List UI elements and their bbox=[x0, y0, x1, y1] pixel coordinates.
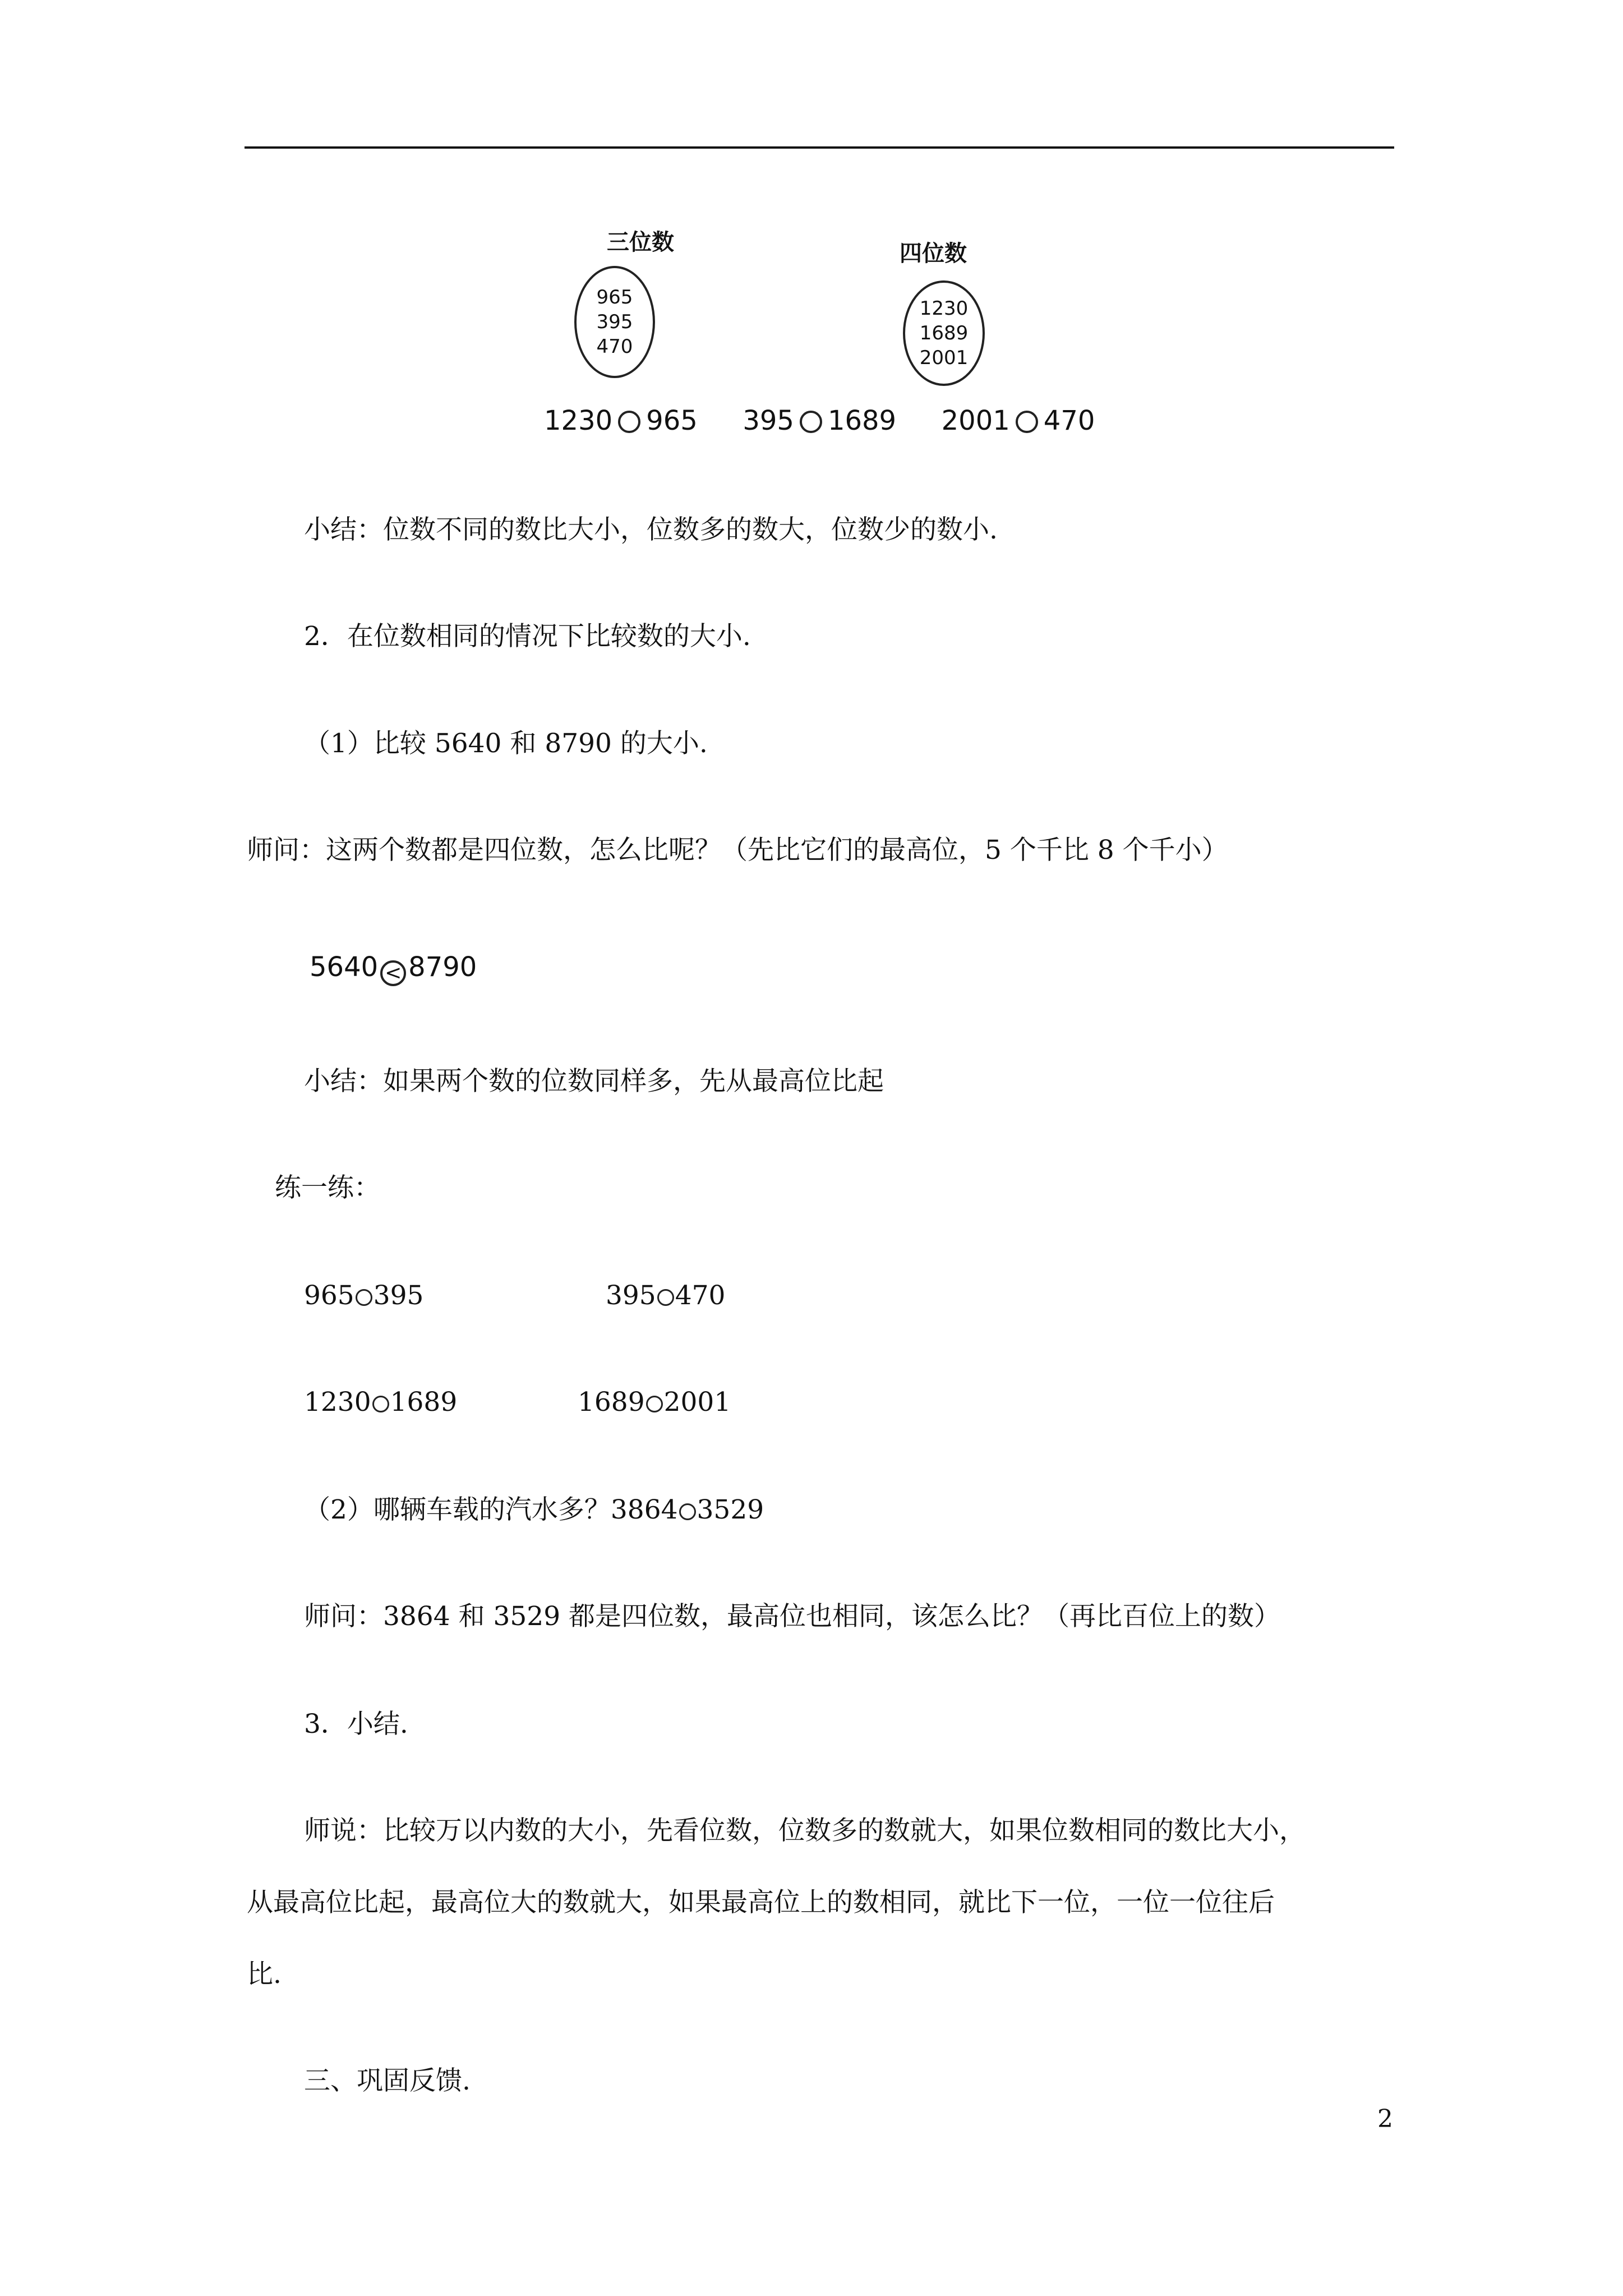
blank-circle-icon[interactable] bbox=[646, 1396, 663, 1412]
comparison-b: 1689 bbox=[827, 405, 897, 436]
practice-item: 1689 2001 bbox=[578, 1387, 731, 1418]
blank-circle-icon[interactable] bbox=[657, 1289, 674, 1306]
comparison-a: 2001 bbox=[941, 405, 1010, 436]
item-2: （2）哪辆车载的汽水多？3864 3529 bbox=[304, 1494, 764, 1525]
oval-number: 470 bbox=[596, 335, 633, 358]
three-digit-oval bbox=[574, 266, 655, 378]
blank-circle-icon[interactable] bbox=[618, 411, 640, 433]
blank-circle-icon[interactable] bbox=[679, 1503, 696, 1520]
page-number: 2 bbox=[1377, 2105, 1393, 2133]
teacher-question-1: 师问：这两个数都是四位数，怎么比呢？（先比它们的最高位，5 个千比 8 个千小） bbox=[247, 835, 1228, 866]
blank-circle-icon[interactable] bbox=[356, 1289, 372, 1306]
oval-number: 2001 bbox=[919, 347, 969, 369]
figure-title-four-digit: 四位数 bbox=[900, 241, 967, 266]
comparison-a: 395 bbox=[743, 405, 794, 436]
compare-example-a: 5640 bbox=[310, 951, 379, 983]
oval-number: 395 bbox=[596, 311, 633, 333]
practice-title: 练一练： bbox=[275, 1172, 380, 1203]
comparison-b: 965 bbox=[646, 405, 698, 436]
four-digit-oval bbox=[903, 280, 985, 386]
teacher-question-2: 师问：3864 和 3529 都是四位数，最高位也相同，该怎么比？（再比百位上的数） bbox=[304, 1601, 1281, 1632]
blank-circle-icon[interactable] bbox=[1016, 411, 1038, 433]
header-rule bbox=[245, 146, 1394, 149]
item-1: （1）比较 5640 和 8790 的大小. bbox=[304, 728, 708, 759]
section-2-heading: 2．在位数相同的情况下比较数的大小. bbox=[304, 621, 751, 652]
summary-1: 小结：位数不同的数比大小，位数多的数大，位数少的数小. bbox=[304, 514, 998, 545]
figure-title-three-digit: 三位数 bbox=[607, 229, 674, 255]
compare-example bbox=[310, 951, 477, 986]
comparison-a: 1230 bbox=[544, 405, 613, 436]
oval-number: 965 bbox=[596, 286, 633, 309]
teacher-say-line-3: 比. bbox=[247, 1959, 282, 1990]
practice-item: 965 395 bbox=[304, 1280, 424, 1311]
teacher-say-line-2: 从最高位比起，最高位大的数就大，如果最高位上的数相同，就比下一位，一位一位往后 bbox=[247, 1887, 1275, 1918]
section-three-heading: 三、巩固反馈. bbox=[304, 2065, 471, 2096]
blank-circle-icon[interactable] bbox=[372, 1396, 389, 1412]
figure-comparison-row bbox=[544, 405, 1095, 436]
practice-item: 1230 1689 bbox=[304, 1387, 458, 1418]
summary-2: 小结：如果两个数的位数同样多，先从最高位比起 bbox=[304, 1066, 884, 1097]
oval-number: 1230 bbox=[919, 297, 969, 320]
teacher-say-line-1: 师说：比较万以内数的大小，先看位数，位数多的数就大，如果位数相同的数比大小， bbox=[304, 1815, 1306, 1846]
comparison-b: 470 bbox=[1043, 405, 1095, 436]
practice-item: 395 470 bbox=[606, 1280, 726, 1311]
less-than-circle-icon: < bbox=[380, 960, 406, 986]
blank-circle-icon[interactable] bbox=[800, 411, 822, 433]
compare-example-b: 8790 bbox=[408, 951, 477, 983]
section-3-heading: 3．小结. bbox=[304, 1709, 408, 1740]
oval-number: 1689 bbox=[919, 322, 969, 344]
